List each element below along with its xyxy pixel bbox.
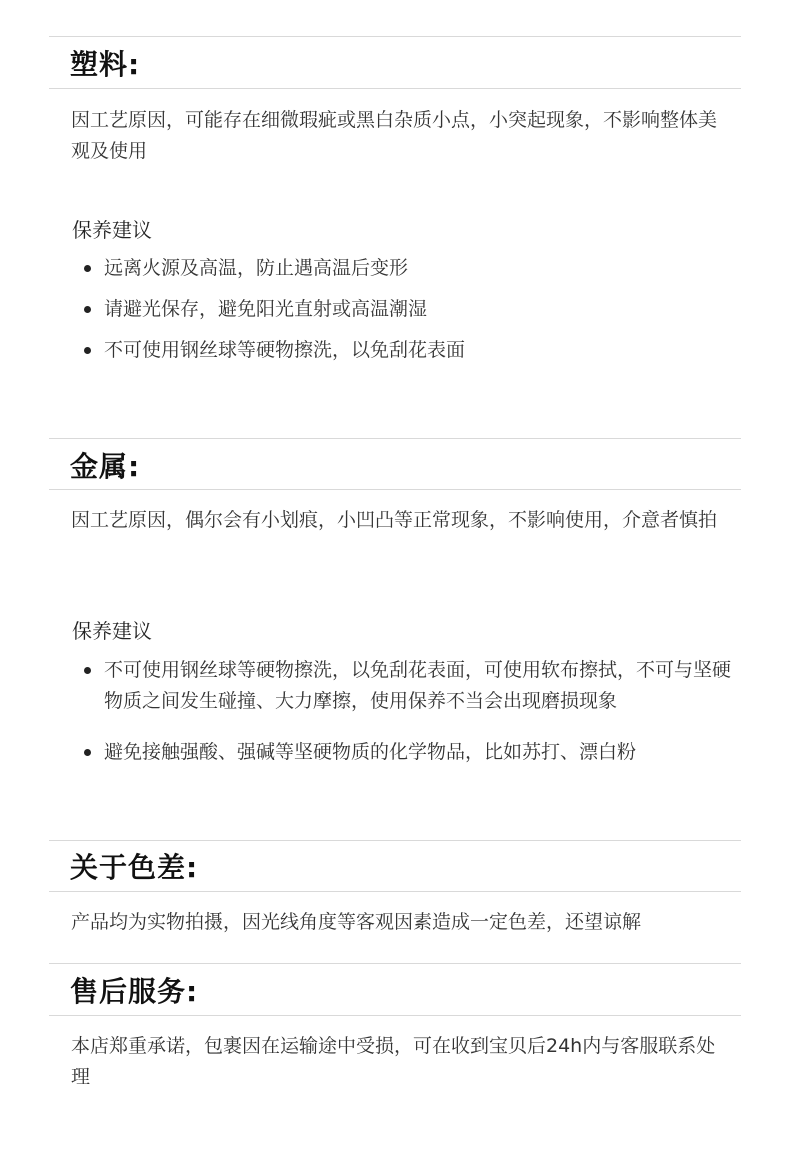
bullet-icon [84,749,91,756]
list-item [78,737,738,768]
list-item [78,655,738,717]
divider [49,891,741,892]
divider-top [49,36,741,37]
list-item [78,335,738,366]
section-heading-plastic: 塑料: [70,48,141,81]
section-heading-metal: 金属: [70,450,141,483]
section-heading-color-difference: 关于色差: [70,851,199,884]
divider [49,489,741,490]
divider [49,963,741,964]
plastic-description: 因工艺原因，可能存在细微瑕疵或黑白杂质小点，小突起现象，不影响整体美观及使用 [71,109,718,162]
color-difference-description: 产品均为实物拍摄，因光线角度等客观因素造成一定色差，还望谅解 [71,911,642,933]
section-heading-after-sales: 售后服务: [70,975,199,1008]
bullet-icon [84,347,91,354]
metal-care-title: 保养建议 [72,619,152,643]
bullet-icon [84,265,91,272]
bullet-icon [84,306,91,313]
divider [49,438,741,439]
list-item-text: 不可使用钢丝球等硬物擦洗，以免刮花表面 [104,339,466,361]
list-item-text: 远离火源及高温，防止遇高温后变形 [104,257,409,279]
divider [49,1015,741,1016]
plastic-care-title: 保养建议 [72,218,152,242]
list-item-text: 不可使用钢丝球等硬物擦洗，以免刮花表面，可使用软布擦拭，不可与坚硬物质之间发生碰撞、大力摩擦，使用保养不当会出现磨损现象 [104,659,732,712]
list-item-text: 避免接触强酸、强碱等坚硬物质的化学物品，比如苏打、漂白粉 [104,741,637,763]
divider [49,840,741,841]
list-item [78,253,738,284]
metal-description: 因工艺原因，偶尔会有小划痕，小凹凸等正常现象，不影响使用，介意者慎拍 [71,509,718,531]
list-item [78,294,738,325]
list-item-text: 请避光保存，避免阳光直射或高温潮湿 [104,298,428,320]
divider [49,88,741,89]
after-sales-description: 本店郑重承诺，包裹因在运输途中受损，可在收到宝贝后24h内与客服联系处理 [71,1035,716,1088]
bullet-icon [84,667,91,674]
